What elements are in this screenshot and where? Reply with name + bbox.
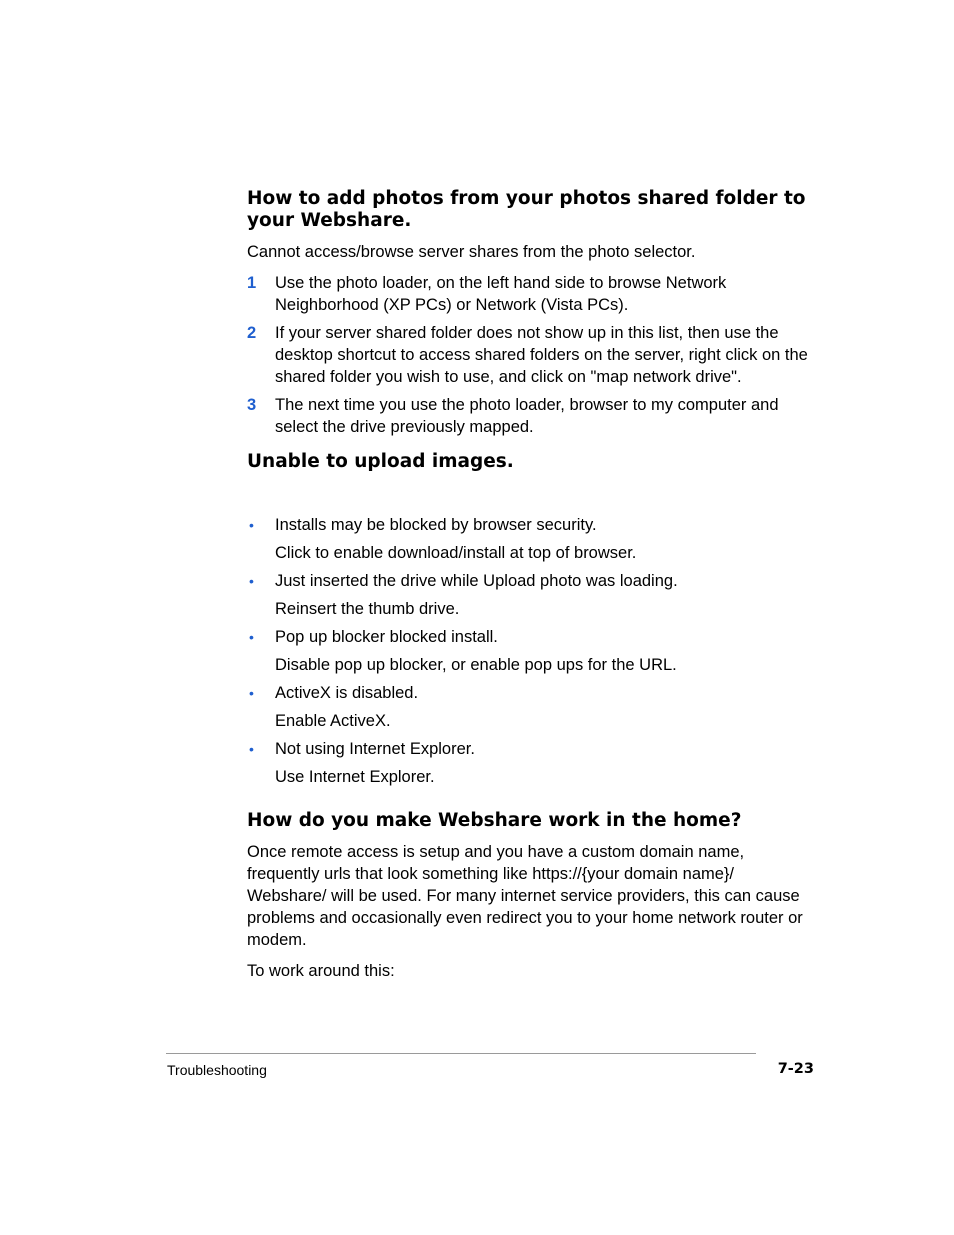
problem-text: Just inserted the drive while Upload photo was loading. — [275, 572, 678, 590]
upload-issues-list — [247, 514, 817, 794]
section-heading-add-photos: How to add photos from your photos shared folder to your Webshare. — [247, 188, 806, 231]
solution-text: Disable pop up blocker, or enable pop ups for the URL. — [275, 656, 677, 674]
bullet-icon: • — [249, 741, 254, 757]
step-text: If your server shared folder does not show up in this list, then use the desktop shortcut to access shared folders on the server, right click on the shared folder you wish to use, and click on "map network drive". — [275, 324, 808, 386]
solution-text: Use Internet Explorer. — [275, 768, 435, 786]
list-item — [247, 272, 817, 316]
problem-text: Not using Internet Explorer. — [275, 740, 475, 758]
steps-list — [247, 272, 817, 438]
solution-text: Enable ActiveX. — [275, 712, 391, 730]
section-heading-unable-upload: Unable to upload images. — [247, 451, 514, 472]
bullet-icon: • — [249, 685, 254, 701]
intro-paragraph: Cannot access/browse server shares from the photo selector. — [247, 243, 696, 261]
list-item — [247, 514, 817, 570]
step-number: 3 — [247, 396, 257, 414]
step-text: Use the photo loader, on the left hand side to browse Network Neighborhood (XP PCs) or Network (Vista PCs). — [275, 274, 727, 314]
step-number: 1 — [247, 274, 257, 292]
step-text: The next time you use the photo loader, browser to my computer and select the drive previously mapped. — [275, 396, 779, 436]
step-number: 2 — [247, 324, 257, 342]
footer-section-name: Troubleshooting — [167, 1062, 267, 1078]
solution-text: Click to enable download/install at top of browser. — [275, 544, 637, 562]
list-item — [247, 682, 817, 738]
section-heading-webshare-home: How do you make Webshare work in the home? — [247, 810, 742, 831]
page-content — [247, 188, 817, 982]
bullet-icon: • — [249, 573, 254, 589]
list-item — [247, 322, 817, 388]
bullet-icon: • — [249, 629, 254, 645]
solution-text: Reinsert the thumb drive. — [275, 600, 460, 618]
webshare-home-paragraph: Once remote access is setup and you have a custom domain name, frequently urls that look something like https://{your domain name}/ Webshare/ will be used. For many internet service providers, this can cause problems and occasionally even redirect you to your home network router or modem. — [247, 843, 803, 949]
footer-divider — [166, 1053, 756, 1054]
list-item — [247, 626, 817, 682]
page-number: 7-23 — [777, 1061, 814, 1077]
list-item — [247, 394, 817, 438]
workaround-paragraph: To work around this: — [247, 962, 395, 980]
problem-text: Installs may be blocked by browser security. — [275, 516, 597, 534]
bullet-icon: • — [249, 517, 254, 533]
problem-text: Pop up blocker blocked install. — [275, 628, 498, 646]
list-item — [247, 738, 817, 794]
problem-text: ActiveX is disabled. — [275, 684, 419, 702]
list-item — [247, 570, 817, 626]
